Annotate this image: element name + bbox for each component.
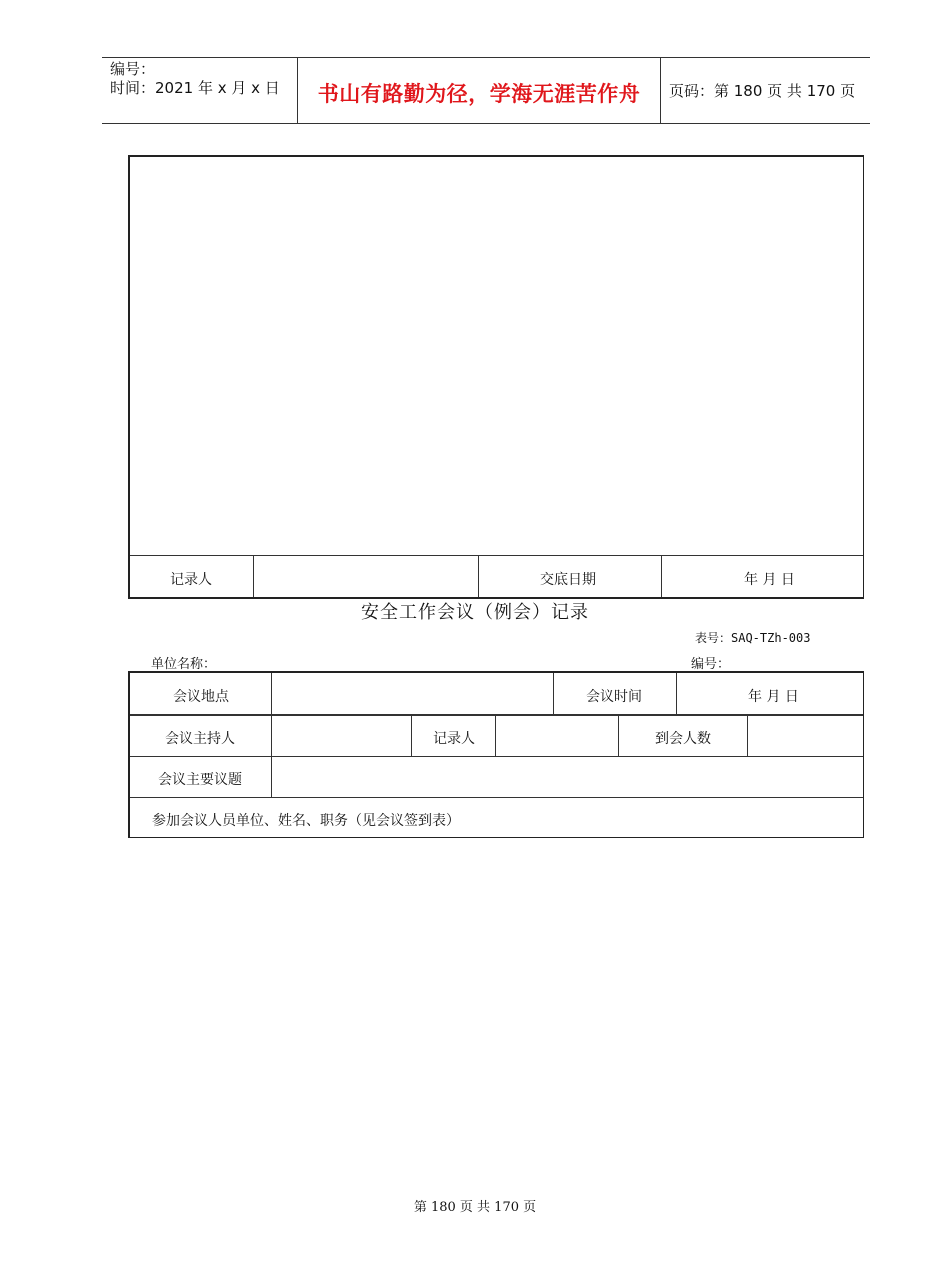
meeting-recorder-label: 记录人 (433, 731, 475, 747)
upper-table-col-divider-3 (661, 555, 662, 597)
meeting-table-divider (676, 673, 677, 715)
meeting-time-label: 会议时间 (586, 689, 642, 705)
upper-table-col-divider-2 (478, 555, 479, 597)
header-page-info: 页码：第 180 页 共 170 页 (669, 82, 856, 100)
upper-recorder-label: 记录人 (170, 572, 212, 588)
meeting-table-divider (271, 673, 272, 715)
unit-name-label: 单位名称： (151, 657, 217, 672)
meeting-table-divider (747, 715, 748, 757)
upper-table-row-divider (130, 555, 863, 556)
meeting-table-row-divider (130, 797, 863, 798)
meeting-time-value: 年 月 日 (748, 689, 799, 705)
meeting-table-divider (495, 715, 496, 757)
form-number: 表号：SAQ-TZh-003 (695, 631, 811, 645)
meeting-table-row-divider (130, 756, 863, 757)
meeting-location-label: 会议地点 (173, 689, 229, 705)
meeting-topic-label: 会议主要议题 (158, 772, 242, 788)
meeting-table (128, 671, 864, 838)
meeting-table-divider (271, 715, 272, 757)
meeting-table-divider (271, 757, 272, 798)
upper-table (128, 155, 864, 599)
participants-label: 参加会议人员单位、姓名、职务（见会议签到表） (152, 813, 460, 829)
form-code-label: 编号： (691, 657, 731, 672)
meeting-host-label: 会议主持人 (165, 731, 235, 747)
upper-date-label: 交底日期 (540, 572, 596, 588)
meeting-table-row-divider (130, 714, 863, 716)
meeting-table-divider (411, 715, 412, 757)
upper-date-value: 年 月 日 (744, 572, 795, 588)
attendee-count-label: 到会人数 (655, 731, 711, 747)
page-footer: 第 180 页 共 170 页 (413, 1200, 537, 1215)
meeting-table-divider (618, 715, 619, 757)
header-bottom-rule (102, 123, 870, 124)
header-divider-right (660, 57, 661, 123)
upper-table-col-divider-1 (253, 555, 254, 597)
meeting-table-divider (553, 673, 554, 715)
header-top-rule (102, 57, 870, 58)
doc-time-label: 时间：2021 年 x 月 x 日 (110, 79, 280, 97)
doc-number-label: 编号： (110, 60, 156, 78)
header-motto: 书山有路勤为径，学海无涯苦作舟 (317, 82, 641, 106)
form-title: 安全工作会议（例会）记录 (361, 602, 589, 623)
